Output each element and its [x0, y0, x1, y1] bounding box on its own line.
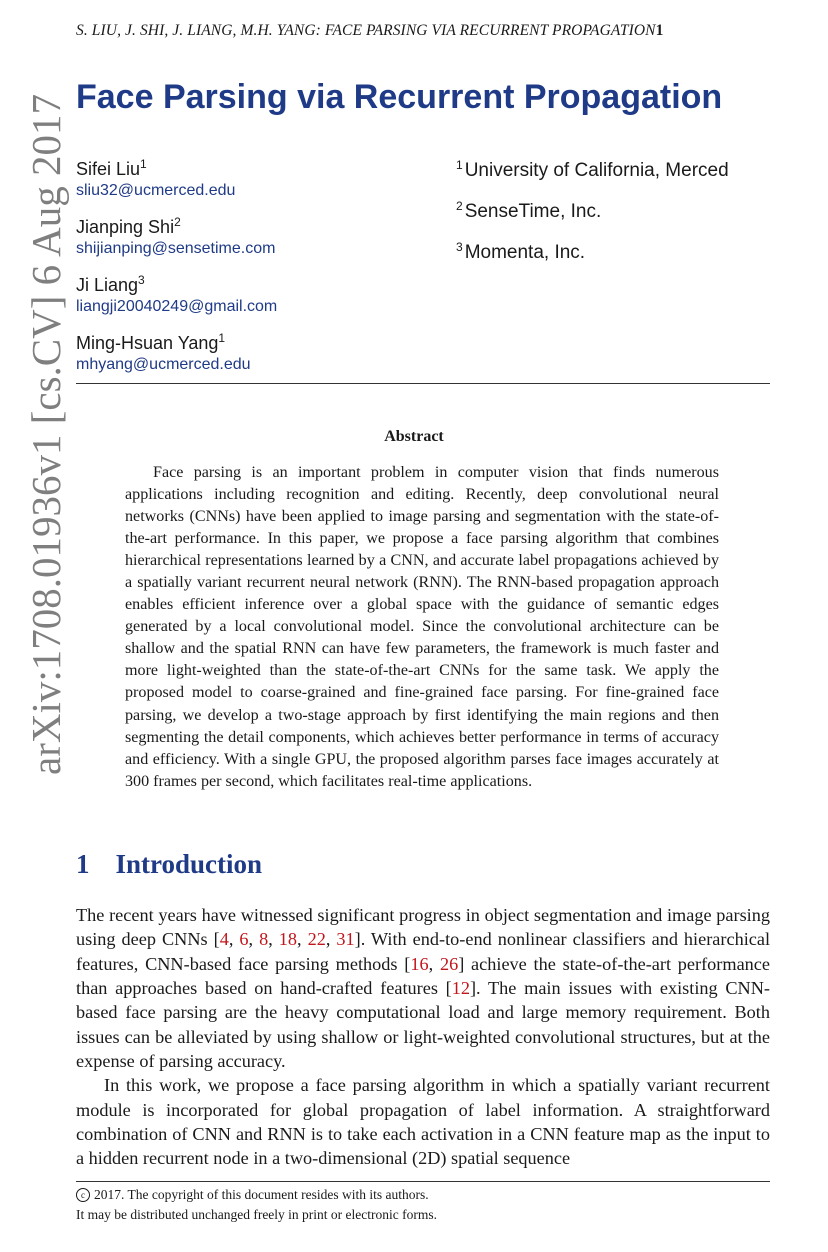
footnote-divider [76, 1181, 770, 1182]
section-title: Introduction [115, 849, 263, 879]
author-block [76, 268, 436, 317]
running-head [76, 22, 788, 40]
footnote-line: 2017. The copyright of this document resides with its authors. [94, 1187, 429, 1202]
author-name: Ming-Hsuan Yang [76, 333, 219, 353]
citation-link[interactable]: 4 [219, 929, 229, 950]
author-name: Ji Liang [76, 275, 139, 295]
intro-paragraph: The recent years have witnessed significant progress in object segmentation and image parsing using deep CNNs [4, 6, 8, 18, 22, 31]. With end-to-end nonlinear classifiers and hierarchical features, CNN-based face parsing methods [16, 26] achieve the state-of-the-art performance than approaches based on hand-crafted features [12]. The main issues with existing CNN-based face parsing are the heavy computational load and large memory requirement. Both issues can be alleviated by using shallow or light-weighted convolutional structures, but at the expense of parsing accuracy. [76, 905, 771, 1072]
citation-link[interactable]: 26 [439, 953, 459, 974]
citation-link[interactable]: 16 [410, 953, 429, 974]
affiliation: $^2$ SenseTime, Inc. [456, 199, 602, 222]
citation-link[interactable]: 31 [336, 929, 355, 950]
author-email[interactable]: sliu32@ucmerced.edu [76, 182, 236, 199]
author-email[interactable]: shijianping@sensetime.com [76, 240, 276, 257]
author-block [76, 210, 436, 259]
author-affil-mark: 3 [138, 273, 145, 287]
page-number: 1 [655, 22, 664, 39]
citation-link[interactable]: 8 [259, 929, 269, 950]
affiliation-list [456, 154, 796, 277]
author-list [76, 152, 436, 384]
author-block [76, 152, 436, 201]
citation-link[interactable]: 22 [307, 929, 326, 950]
copyright-footnote [76, 1185, 770, 1225]
affiliation: $^3$ Momenta, Inc. [456, 240, 586, 263]
author-affil-mark: 1 [218, 331, 226, 345]
abstract-body [125, 462, 719, 793]
citation-link[interactable]: 18 [278, 929, 297, 950]
copyright-icon: c [76, 1188, 90, 1202]
author-name: Jianping Shi [76, 217, 175, 237]
footnote-line: It may be distributed unchanged freely in print or electronic forms. [76, 1207, 438, 1222]
author-email[interactable]: mhyang@ucmerced.edu [76, 356, 251, 373]
abstract-heading: Abstract [384, 428, 444, 445]
running-head-text: S. LIU, J. SHI, J. LIANG, M.H. YANG: FACE PARSING VIA RECURRENT PROPAGATION [76, 22, 656, 39]
author-affil-mark: 1 [140, 157, 147, 171]
section-heading [76, 849, 262, 880]
author-name: Sifei Liu [76, 159, 141, 179]
header-divider [76, 383, 770, 384]
paper-title: Face Parsing via Recurrent Propagation [76, 78, 723, 116]
author-affil-mark: 2 [174, 215, 181, 229]
affiliation: $^1$ University of California, Merced [456, 158, 729, 181]
abstract-text: Face parsing is an important problem in computer vision that finds numerous applications including recognition and editing. Recently, deep convolutional neural networks (CNNs) have been applied to image parsing and segmentation with the state-of-the-art performance. In this paper, we propose a face parsing algorithm that combines hierarchical representations learned by a CNN, and accurate label propagations achieved by a spatially variant recurrent neural network (RNN). The RNN-based propagation approach enables efficient inference over a global space with the guidance of semantic edges generated by a local convolutional model. Since the convolutional architecture can be shallow and the spatial RNN can have few parameters, the framework is much faster and more light-weighted than the state-of-the-art CNNs for the same task. We apply the proposed model to coarse-grained and fine-grained face parsing. For fine-grained face parsing, we develop a two-stage approach by first identifying the main regions and then segmenting the detail components, which achieves better performance in terms of accuracy and efficiency. With a single GPU, the proposed algorithm parses face images accurately at 300 frames per second, which facilitates real-time applications. [125, 464, 719, 790]
citation-link[interactable]: 12 [451, 978, 470, 999]
section-number: 1 [76, 849, 90, 879]
author-block [76, 326, 436, 375]
intro-paragraph: In this work, we propose a face parsing algorithm in which a spatially variant recurrent module is incorporated for global propagation of label information. A straightforward combination of CNN and RNN is to take each activation in a CNN feature map as the input to a hidden recurrent node in a two-dimensional (2D) spatial sequence [76, 1075, 770, 1169]
arxiv-stamp: arXiv:1708.01936v1 [cs.CV] 6 Aug 2017 [23, 93, 69, 775]
author-email[interactable]: liangji20040249@gmail.com [76, 298, 278, 315]
citation-link[interactable]: 6 [239, 929, 249, 950]
intro-body [76, 903, 770, 1171]
